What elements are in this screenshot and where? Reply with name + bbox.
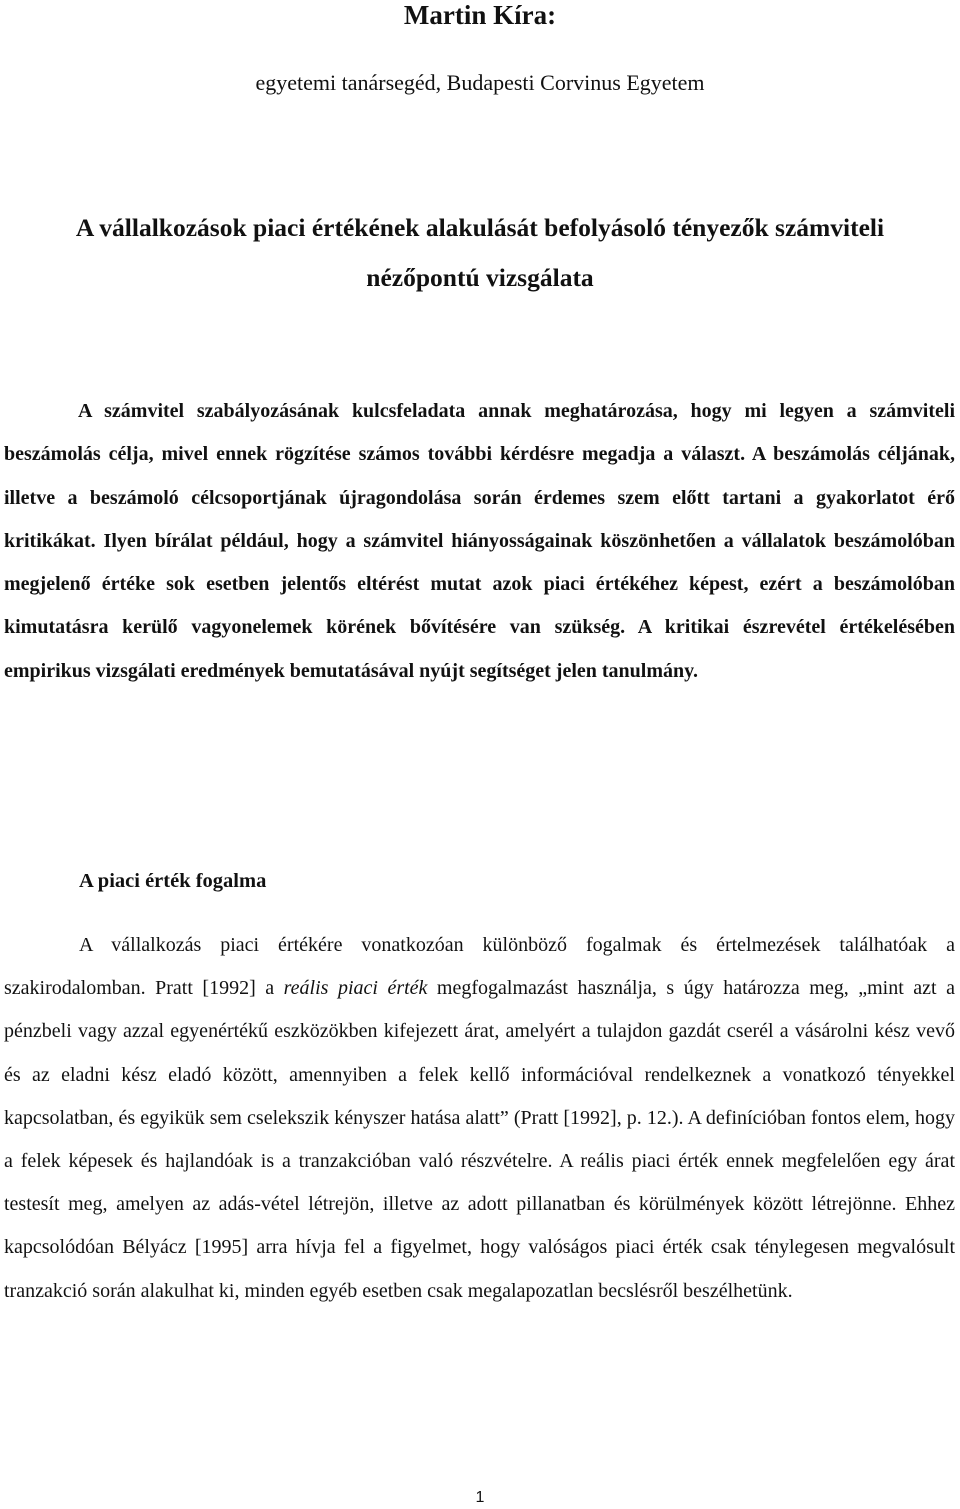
abstract	[4, 390, 955, 693]
body-text-part-1: A vállalkozás piaci értékére vonatkozóan különböző fogalmak és értelmezések találhatóak a szakirodalomban. Pratt [1992] a	[4, 934, 955, 1000]
author-name: Martin Kíra:	[403, 0, 557, 30]
author-affiliation: egyetemi tanársegéd, Budapesti Corvinus Egyetem	[255, 70, 705, 95]
page-number: 1	[475, 1489, 485, 1506]
body-paragraph	[4, 924, 955, 1313]
abstract-text: A számvitel szabályozásának kulcsfeladata annak meghatározása, hogy mi legyen a számviteli beszámolás célja, mivel ennek rögzítése számos további kérdésre megadja a választ. A beszámolás céljának, illetve a beszámoló célcsoportjának újragondolása során érdemes szem előtt tartani a gyakorlatot érő kritikákat. Ilyen bírálat például, hogy a számvitel hiányosságainak köszönhetően a vállalatok beszámolóban megjelenő értéke sok esetben jelentős eltérést mutat azok piaci értékéhez képest, ezért a beszámolóban kimutatásra kerülő vagyonelemek körének bővítésére van szükség. A kritikai észrevétel értékelésében empirikus vizsgálati eredmények bemutatásával nyújt segítséget jelen tanulmány.	[4, 400, 955, 682]
italic-term: reális piaci érték	[283, 977, 428, 1000]
body-text-part-2: megfogalmazást használja, s úgy határozza meg, „mint azt a pénzbeli vagy azzal egyenértékű eszközökben kifejezett árat, amelyért a tulajdon gazdát cserél a vásárolni kész vevő és az eladni kész eladó között, amennyiben a felek kellő információval rendelkeznek a vonatkozó tényekkel kapcsolatban, és egyikük sem cselekszik kényszer hatása alatt” (Pratt [1992], p. 12.). A definícióban fontos elem, hogy a felek képesek és hajlandóak is a tranzakcióban való részvételre. A reális piaci érték ennek megfelelően egy árat testesít meg, amelyen az adás-vétel létrejön, illetve az adott pillanatban és körülmények között létrejönne. Ehhez kapcsolódóan Bélyácz [1995] arra hívja fel a figyelmet, hogy valóságos piaci érték csak ténylegesen megvalósult tranzakció során alakulhat ki, minden egyéb esetben csak megalapozatlan becslésről beszélhetünk.	[4, 977, 955, 1302]
section-heading: A piaci érték fogalma	[79, 870, 267, 892]
title-line-1: A vállalkozások piaci értékének alakulását befolyásoló tényezők számviteli	[75, 213, 885, 242]
title-line-2: nézőpontú vizsgálata	[366, 263, 594, 292]
paper-title	[4, 203, 956, 303]
